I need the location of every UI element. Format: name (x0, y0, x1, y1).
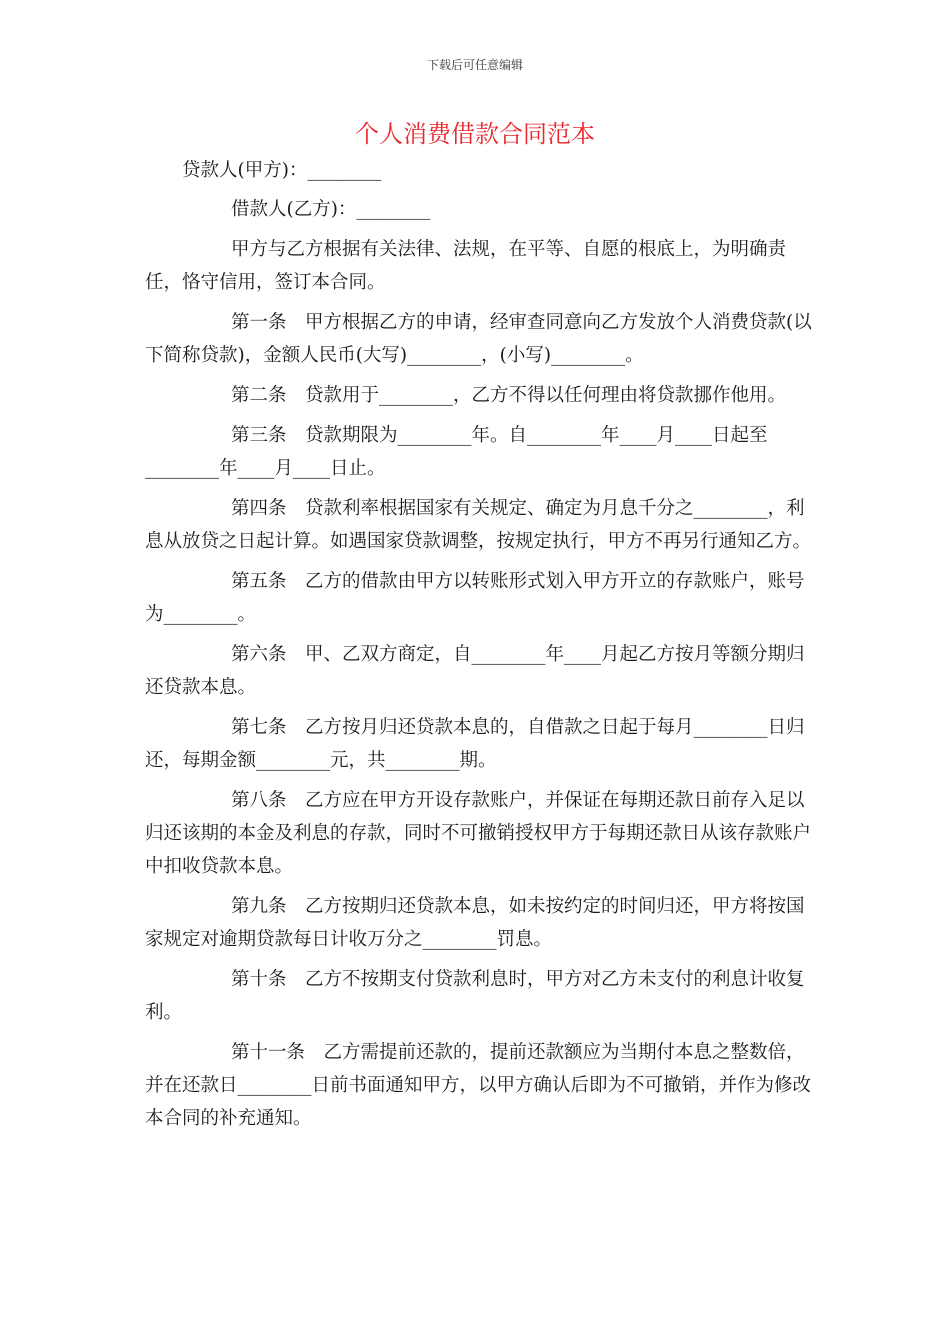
article-9: 第九条 乙方按期归还贷款本息，如未按约定的时间归还，甲方将按国家规定对逾期贷款每日计收万分之________罚息。 (145, 896, 805, 950)
article-1: 第一条 甲方根据乙方的申请，经审查同意向乙方发放个人消费贷款(以下简称贷款)，金额人民币(大写)________，(小写)________。 (145, 312, 812, 366)
header-note: 下载后可任意编辑 (426, 58, 523, 72)
article-8: 第八条 乙方应在甲方开设存款账户，并保证在每期还款日前存入足以归还该期的本金及利息的存款，同时不可撤销授权甲方于每期还款日从该存款账户中扣收贷款本息。 (145, 790, 812, 877)
article-7: 第七条 乙方按月归还贷款本息的，自借款之日起于每月________日归还，每期金额________元，共________期。 (145, 717, 805, 771)
borrower-line: 借款人(乙方)：________ (231, 199, 431, 220)
article-11: 第十一条 乙方需提前还款的，提前还款额应为当期付本息之整数倍，并在还款日________日前书面通知甲方，以甲方确认后即为不可撤销，并作为修改本合同的补充通知。 (145, 1042, 812, 1129)
preamble-paragraph: 甲方与乙方根据有关法律、法规，在平等、自愿的根底上，为明确责任，恪守信用，签订本合同。 (145, 239, 787, 293)
page-title: 个人消费借款合同范本 (355, 120, 595, 148)
article-2: 第二条 贷款用于________，乙方不得以任何理由将贷款挪作他用。 (231, 385, 787, 406)
article-5: 第五条 乙方的借款由甲方以转账形式划入甲方开立的存款账户，账号为________。 (145, 571, 805, 625)
article-6: 第六条 甲、乙双方商定，自________年____月起乙方按月等额分期归还贷款本息。 (145, 644, 805, 698)
article-4: 第四条 贷款利率根据国家有关规定、确定为月息千分之________，利息从放贷之日起计算。如遇国家贷款调整，按规定执行，甲方不再另行通知乙方。 (145, 498, 812, 552)
article-3: 第三条 贷款期限为________年。自________年____月____日起至________年____月____日止。 (145, 425, 768, 479)
contract-body (145, 193, 815, 1135)
article-10: 第十条 乙方不按期支付贷款利息时，甲方对乙方未支付的利息计收复利。 (145, 969, 805, 1023)
lender-line: 贷款人(甲方)：________ (182, 160, 382, 181)
